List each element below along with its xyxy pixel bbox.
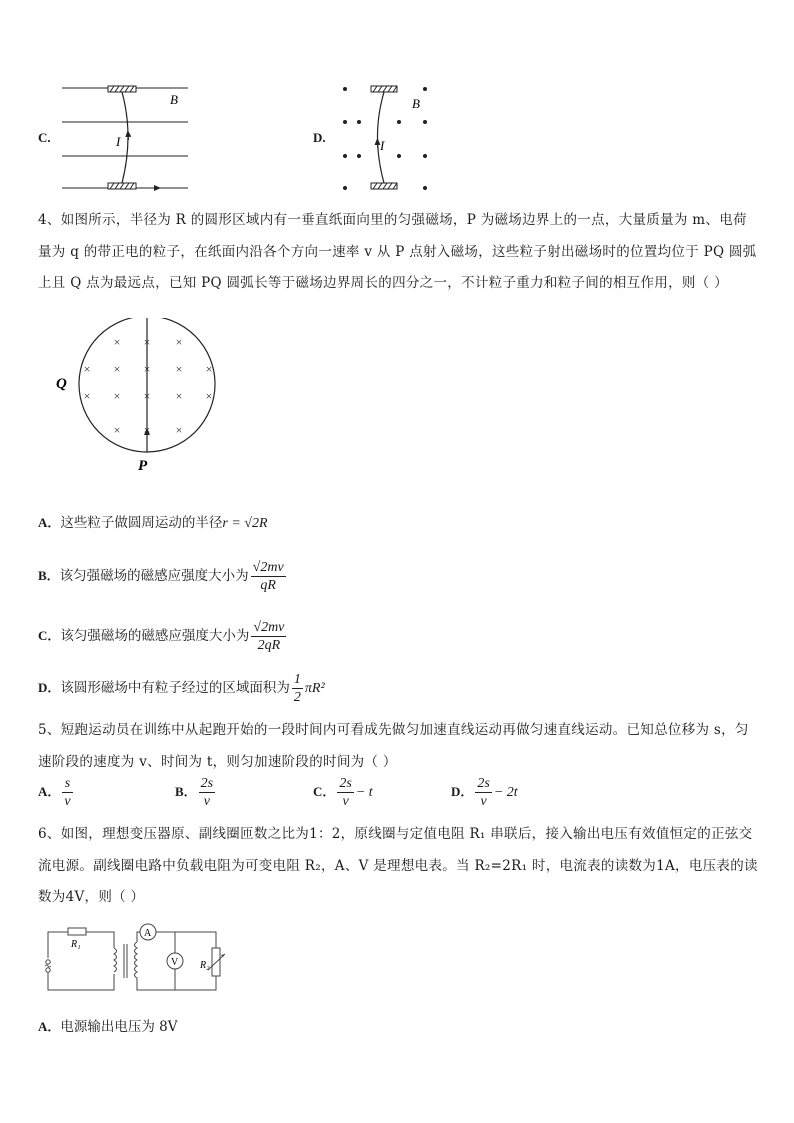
figure-option-c [60, 78, 195, 196]
fraction: $\frac{s}{v}$ [64, 776, 71, 809]
ammeter-label: A [144, 928, 152, 939]
r2-label: R₂ [200, 960, 210, 971]
fraction: $\frac{2s}{v}$ [200, 776, 214, 809]
field-x-mark: × [113, 335, 121, 349]
field-x-mark: × [175, 423, 183, 437]
fraction: $\frac{2s}{v}$ [477, 776, 490, 809]
q5-line-1: 5、短跑运动员在训练中从起跑开始的一段时间内可看成先做匀加速直线运动再做匀速直线运动。已知总位移为 s，匀 [38, 722, 749, 738]
q6-line-1: 6、如图，理想变压器原、副线圈匝数之比为1：2，原线圈与定值电阻 R₁ 串联后，接入输出电压有效值恒定的正弦交 [38, 826, 753, 842]
q4-option-b[interactable]: B．该匀强磁场的磁感应强度大小为 $\frac{√2mv}{qR}$ [38, 560, 284, 593]
field-x-mark: × [113, 423, 121, 437]
q4-option-d[interactable]: D．该圆形磁场中有粒子经过的区域面积为 $\frac{1}{2}$ πR² [38, 672, 325, 705]
field-x-mark: × [143, 423, 151, 437]
option-c-label: C. [38, 130, 51, 145]
field-x-mark: × [175, 362, 183, 376]
field-x-mark: × [175, 389, 183, 403]
q6-line-3: 数为4V，则（ ） [38, 889, 145, 905]
q6-transformer-circuit [40, 918, 225, 1000]
field-b-label-d: B [412, 96, 420, 111]
current-i-label-d: I [380, 138, 385, 153]
q4-line-3: 上且 Q 点为最远点，已知 PQ 圆弧长等于磁场边界周长的四分之一，不计粒子重力和粒子间的相互作用，则（ ） [38, 275, 728, 291]
field-x-mark: × [205, 362, 213, 376]
field-x-mark: × [143, 389, 151, 403]
field-x-mark: × [113, 362, 121, 376]
q5-line-2: 速阶段的速度为 v、时间为 t，则匀加速阶段的时间为（ ） [38, 754, 397, 770]
fraction: $\frac{2s}{v}$ [339, 776, 352, 809]
point-q-label: Q [56, 376, 67, 392]
voltmeter-label: V [171, 957, 179, 968]
q4-option-a[interactable]: A．这些粒子做圆周运动的半径r = √2R [38, 515, 268, 531]
field-x-mark: × [143, 335, 151, 349]
field-x-mark: × [143, 362, 151, 376]
field-b-label: B [170, 92, 178, 107]
field-x-mark: × [113, 389, 121, 403]
q6-line-2: 流电源。副线圈电路中负载电阻为可变电阻 R₂，A、V 是理想电表。当 R₂=2R₁ 时，电流表的读数为1A，电压表的读 [38, 858, 758, 874]
q4-line-2: 量为 q 的带正电的粒子，在纸面内沿各个方向一速率 v 从 P 点射入磁场，这些粒子射出磁场时的位置均位于 PQ 圆弧 [38, 244, 757, 260]
q5-option-a[interactable]: A． $\frac{s}{v}$ [38, 776, 71, 809]
field-x-mark: × [205, 389, 213, 403]
point-p-label: P [138, 458, 148, 474]
fraction: $\frac{1}{2}$ [293, 672, 301, 705]
field-x-mark: × [175, 335, 183, 349]
field-x-mark: × [83, 362, 91, 376]
figure-option-d [335, 78, 435, 196]
q5-option-b[interactable]: B． $\frac{2s}{v}$ [175, 776, 214, 809]
q6-option-a[interactable]: A．电源输出电压为 8V [38, 1019, 178, 1035]
q4-option-c[interactable]: C．该匀强磁场的磁感应强度大小为 $\frac{√2mv}{2qR}$ [38, 620, 285, 653]
q4-line-1: 4、如图所示，半径为 R 的圆形区域内有一垂直纸面向里的匀强磁场，P 为磁场边界上的一点，大量质量为 m、电荷 [38, 212, 747, 228]
current-i-label: I [116, 134, 121, 149]
field-x-mark: × [83, 389, 91, 403]
q5-option-c[interactable]: C． $\frac{2s}{v}$ − t [313, 776, 373, 809]
q5-option-d[interactable]: D． $\frac{2s}{v}$ − 2t [451, 776, 518, 809]
option-d-label: D. [313, 130, 326, 145]
q4-circle-figure [52, 318, 232, 478]
r1-label: R₁ [71, 939, 81, 950]
fraction: $\frac{√2mv}{2qR}$ [253, 620, 285, 653]
fraction: $\frac{√2mv}{qR}$ [252, 560, 284, 593]
